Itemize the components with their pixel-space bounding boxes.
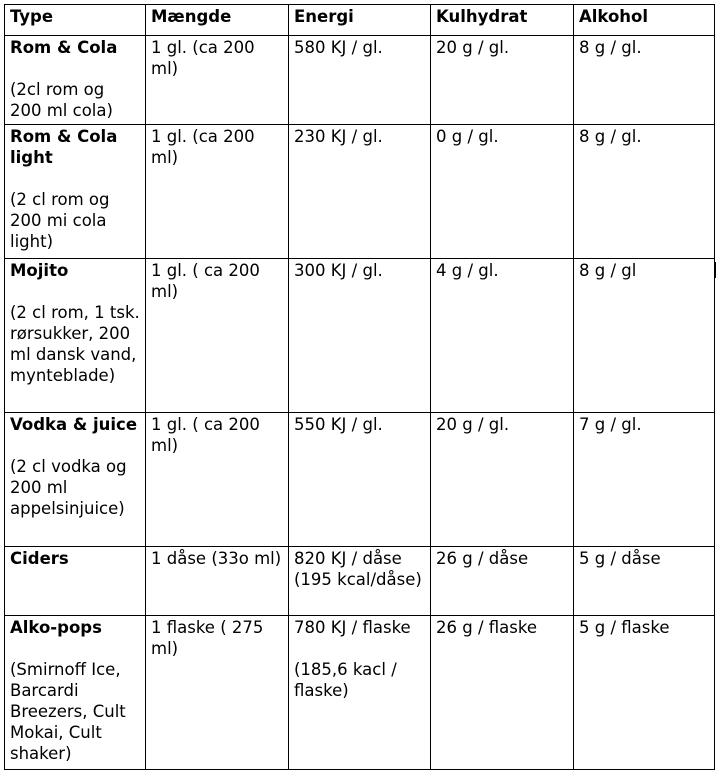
carbs-cell: 0 g / gl.	[431, 125, 574, 259]
drink-name: Rom & Cola light	[10, 127, 118, 167]
energy-value: 820 KJ / dåse	[294, 549, 402, 568]
type-cell	[5, 413, 146, 547]
carbs-cell: 4 g / gl.	[431, 259, 574, 413]
type-cell	[5, 547, 146, 616]
type-cell	[5, 616, 146, 770]
alcohol-cell: 8 g / gl.	[574, 36, 715, 125]
amount-cell: 1 gl. (ca 200 ml)	[146, 36, 289, 125]
carbs-cell: 26 g / flaske	[431, 616, 574, 770]
drink-description: (2 cl rom og 200 mi cola light)	[10, 190, 110, 251]
header-type: Type	[5, 5, 146, 36]
drink-name: Mojito	[10, 261, 69, 280]
energy-kcal-note: (185,6 kacl / flaske)	[294, 660, 397, 700]
header-row	[5, 5, 715, 36]
type-cell	[5, 36, 146, 125]
alcohol-cell: 8 g / gl.	[574, 125, 715, 259]
amount-cell: 1 dåse (33o ml)	[146, 547, 289, 616]
drink-description: (2 cl rom, 1 tsk. rørsukker, 200 ml dansk vand, mynteblade)	[10, 303, 140, 385]
drink-name: Rom & Cola	[10, 38, 118, 57]
table-row	[5, 547, 715, 616]
drink-description: (2cl rom og 200 ml cola)	[10, 80, 113, 120]
carbs-cell: 20 g / gl.	[431, 413, 574, 547]
drink-description: (Smirnoff Ice, Barcardi Breezers, Cult Mokai, Cult shaker)	[10, 660, 126, 763]
energy-kcal-note: (195 kcal/dåse)	[294, 570, 422, 589]
header-energy: Energi	[289, 5, 431, 36]
drink-name: Alko-pops	[10, 618, 102, 637]
header-carbs: Kulhydrat	[431, 5, 574, 36]
type-cell	[5, 125, 146, 259]
energy-value: 780 KJ / flaske	[294, 618, 411, 637]
energy-cell: 580 KJ / gl.	[289, 36, 431, 125]
alcohol-cell: 8 g / gl	[574, 259, 715, 413]
amount-cell: 1 flaske ( 275 ml)	[146, 616, 289, 770]
amount-cell: 1 gl. (ca 200 ml)	[146, 125, 289, 259]
table-row	[5, 125, 715, 259]
table-row	[5, 36, 715, 125]
drink-name: Ciders	[10, 549, 69, 568]
type-cell	[5, 259, 146, 413]
table-row	[5, 259, 715, 413]
alcohol-cell: 5 g / flaske	[574, 616, 715, 770]
header-alcohol: Alkohol	[574, 5, 715, 36]
alcohol-cell: 5 g / dåse	[574, 547, 715, 616]
text-cursor	[715, 262, 716, 278]
carbs-cell: 26 g / dåse	[431, 547, 574, 616]
amount-cell: 1 gl. ( ca 200 ml)	[146, 413, 289, 547]
drink-name: Vodka & juice	[10, 415, 138, 434]
header-amount: Mængde	[146, 5, 289, 36]
energy-cell	[289, 616, 431, 770]
alcohol-cell: 7 g / gl.	[574, 413, 715, 547]
table-row	[5, 413, 715, 547]
amount-cell: 1 gl. ( ca 200 ml)	[146, 259, 289, 413]
drinks-nutrition-table	[4, 4, 715, 770]
energy-cell: 550 KJ / gl.	[289, 413, 431, 547]
energy-cell: 300 KJ / gl.	[289, 259, 431, 413]
energy-cell: 230 KJ / gl.	[289, 125, 431, 259]
table-row	[5, 616, 715, 770]
carbs-cell: 20 g / gl.	[431, 36, 574, 125]
drink-description: (2 cl vodka og 200 ml appelsinjuice)	[10, 457, 127, 518]
energy-cell	[289, 547, 431, 616]
